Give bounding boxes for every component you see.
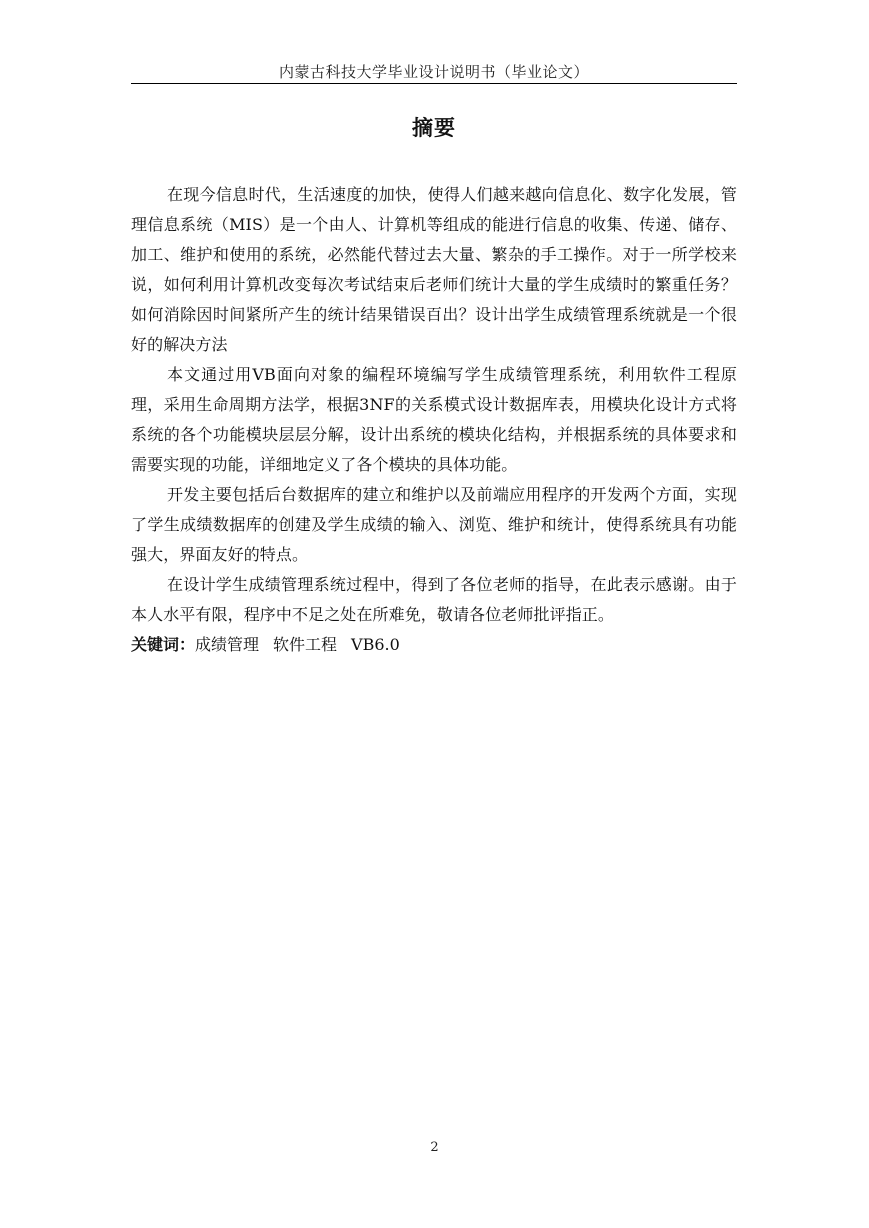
keyword-item: VB6.0 (351, 635, 400, 654)
running-header: 内蒙古科技大学毕业设计说明书（毕业论文） (278, 63, 589, 81)
abstract-title: 摘要 (412, 116, 456, 140)
abstract-paragraph-3: 开发主要包括后台数据库的建立和维护以及前端应用程序的开发两个方面，实现了学生成绩数据库的创建及学生成绩的输入、浏览、维护和统计，使得系统具有功能强大，界面友好的特点。 (131, 485, 737, 564)
abstract-body (131, 180, 737, 660)
abstract-paragraph-1: 在现今信息时代，生活速度的加快，使得人们越来越向信息化、数字化发展，管理信息系统（MIS）是一个由人、计算机等组成的能进行信息的收集、传递、储存、加工、维护和使用的系统，必然能代替过去大量、繁杂的手工操作。对于一所学校来说，如何利用计算机改变每次考试结束后老师们统计大量的学生成绩时的繁重任务？如何消除因时间紧所产生的统计结果错误百出？设计出学生成绩管理系统就是一个很好的解决方法 (131, 185, 737, 354)
keywords-line (131, 630, 737, 660)
page-number: 2 (430, 1140, 439, 1155)
abstract-paragraph-4: 在设计学生成绩管理系统过程中，得到了各位老师的指导，在此表示感谢。由于本人水平有限，程序中不足之处在所难免，敬请各位老师批评指正。 (131, 575, 737, 624)
keyword-item: 成绩管理 (195, 635, 260, 654)
keyword-item: 软件工程 (273, 635, 338, 654)
header-rule (131, 83, 737, 84)
keywords-label: 关键词： (131, 635, 196, 654)
abstract-paragraph-2: 本文通过用VB面向对象的编程环境编写学生成绩管理系统，利用软件工程原理，采用生命周期方法学，根据3NF的关系模式设计数据库表，用模块化设计方式将系统的各个功能模块层层分解，设计出系统的模块化结构，并根据系统的具体要求和需要实现的功能，详细地定义了各个模块的具体功能。 (131, 365, 737, 474)
